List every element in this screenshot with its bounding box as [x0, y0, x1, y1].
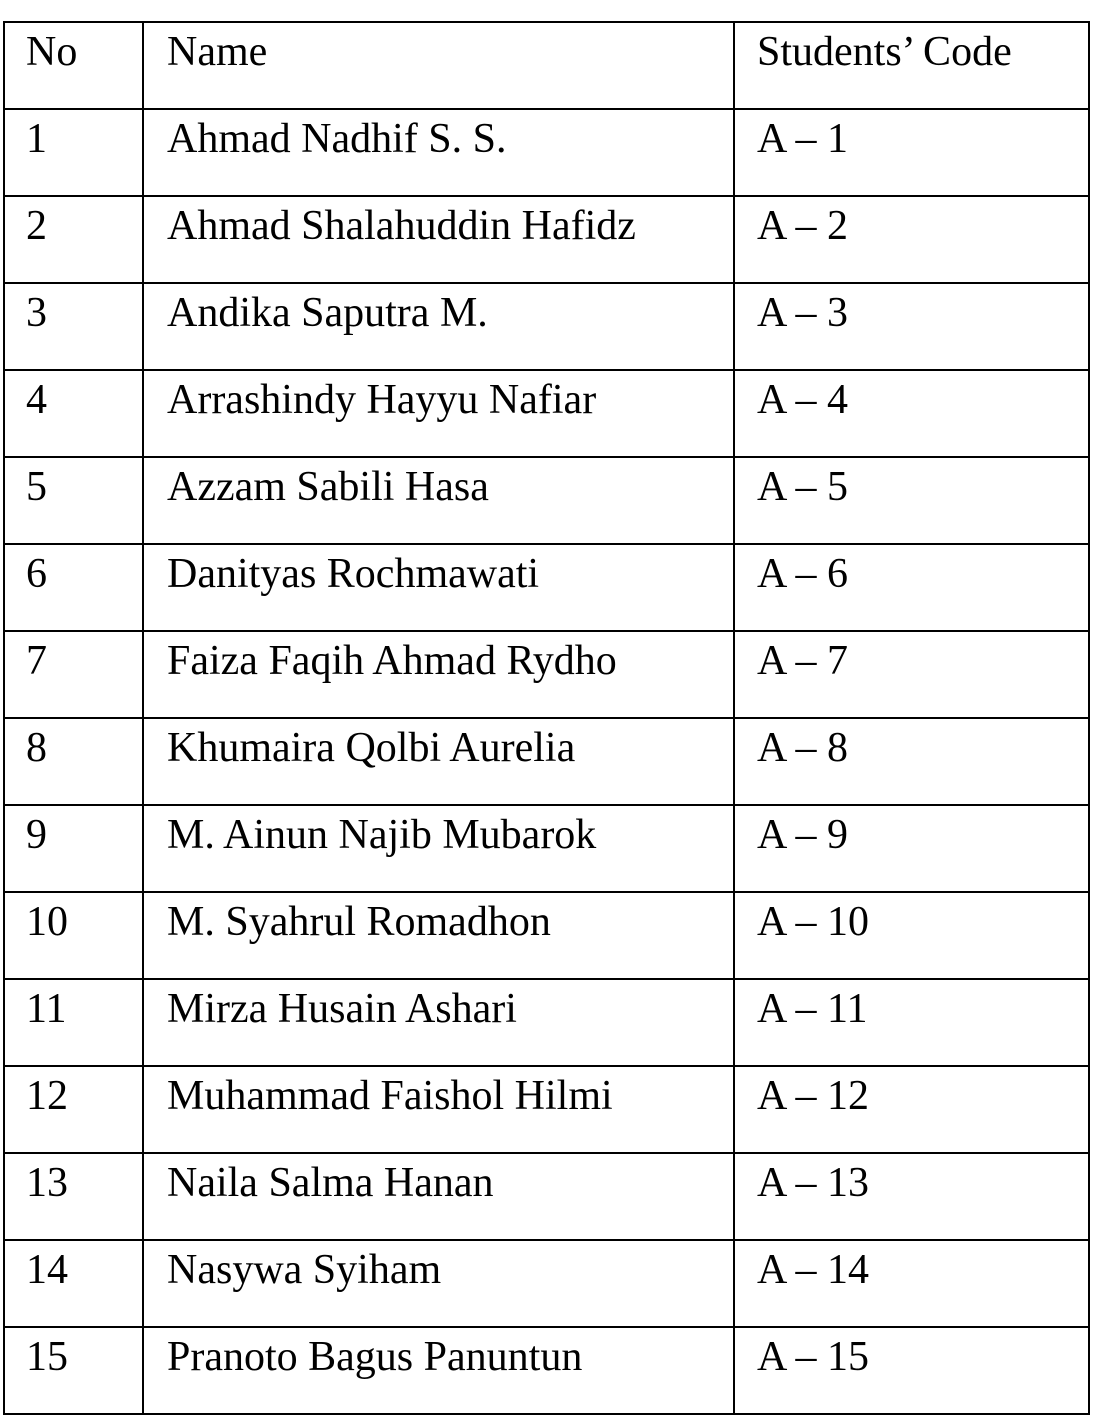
table-row [4, 805, 1089, 892]
row-code: A – 7 [734, 631, 1089, 718]
row-no: 11 [4, 979, 143, 1066]
header-name: Name [143, 22, 734, 109]
row-name: Danityas Rochmawati [143, 544, 734, 631]
row-name: Nasywa Syiham [143, 1240, 734, 1327]
row-name: Naila Salma Hanan [143, 1153, 734, 1240]
row-name: Ahmad Shalahuddin Hafidz [143, 196, 734, 283]
row-code: A – 4 [734, 370, 1089, 457]
row-no: 1 [4, 109, 143, 196]
row-no: 7 [4, 631, 143, 718]
row-no: 13 [4, 1153, 143, 1240]
header-no: No [4, 22, 143, 109]
table-row [4, 283, 1089, 370]
table-row [4, 1153, 1089, 1240]
row-name: Khumaira Qolbi Aurelia [143, 718, 734, 805]
row-no: 12 [4, 1066, 143, 1153]
table-row [4, 1327, 1089, 1414]
row-name: M. Syahrul Romadhon [143, 892, 734, 979]
row-code: A – 10 [734, 892, 1089, 979]
row-no: 6 [4, 544, 143, 631]
table-row [4, 196, 1089, 283]
row-no: 5 [4, 457, 143, 544]
table-row [4, 892, 1089, 979]
row-code: A – 11 [734, 979, 1089, 1066]
row-name: Pranoto Bagus Panuntun [143, 1327, 734, 1414]
row-no: 10 [4, 892, 143, 979]
table-row [4, 370, 1089, 457]
table-row [4, 1066, 1089, 1153]
row-code: A – 12 [734, 1066, 1089, 1153]
row-name: Azzam Sabili Hasa [143, 457, 734, 544]
row-name: Ahmad Nadhif S. S. [143, 109, 734, 196]
row-no: 4 [4, 370, 143, 457]
row-name: Faiza Faqih Ahmad Rydho [143, 631, 734, 718]
row-name: Mirza Husain Ashari [143, 979, 734, 1066]
table-row [4, 109, 1089, 196]
row-no: 15 [4, 1327, 143, 1414]
row-code: A – 3 [734, 283, 1089, 370]
header-students-code: Students’ Code [734, 22, 1089, 109]
row-code: A – 13 [734, 1153, 1089, 1240]
row-no: 2 [4, 196, 143, 283]
row-code: A – 5 [734, 457, 1089, 544]
table-row [4, 544, 1089, 631]
table-row [4, 979, 1089, 1066]
table-row [4, 457, 1089, 544]
table-header-row [4, 22, 1089, 109]
row-no: 3 [4, 283, 143, 370]
row-code: A – 2 [734, 196, 1089, 283]
students-table [3, 21, 1090, 1415]
table-row [4, 718, 1089, 805]
row-name: Muhammad Faishol Hilmi [143, 1066, 734, 1153]
row-code: A – 9 [734, 805, 1089, 892]
row-code: A – 15 [734, 1327, 1089, 1414]
row-code: A – 8 [734, 718, 1089, 805]
row-code: A – 6 [734, 544, 1089, 631]
row-name: M. Ainun Najib Mubarok [143, 805, 734, 892]
row-name: Andika Saputra M. [143, 283, 734, 370]
table-row [4, 631, 1089, 718]
row-name: Arrashindy Hayyu Nafiar [143, 370, 734, 457]
table-row [4, 1240, 1089, 1327]
row-code: A – 14 [734, 1240, 1089, 1327]
row-no: 14 [4, 1240, 143, 1327]
row-code: A – 1 [734, 109, 1089, 196]
row-no: 8 [4, 718, 143, 805]
row-no: 9 [4, 805, 143, 892]
